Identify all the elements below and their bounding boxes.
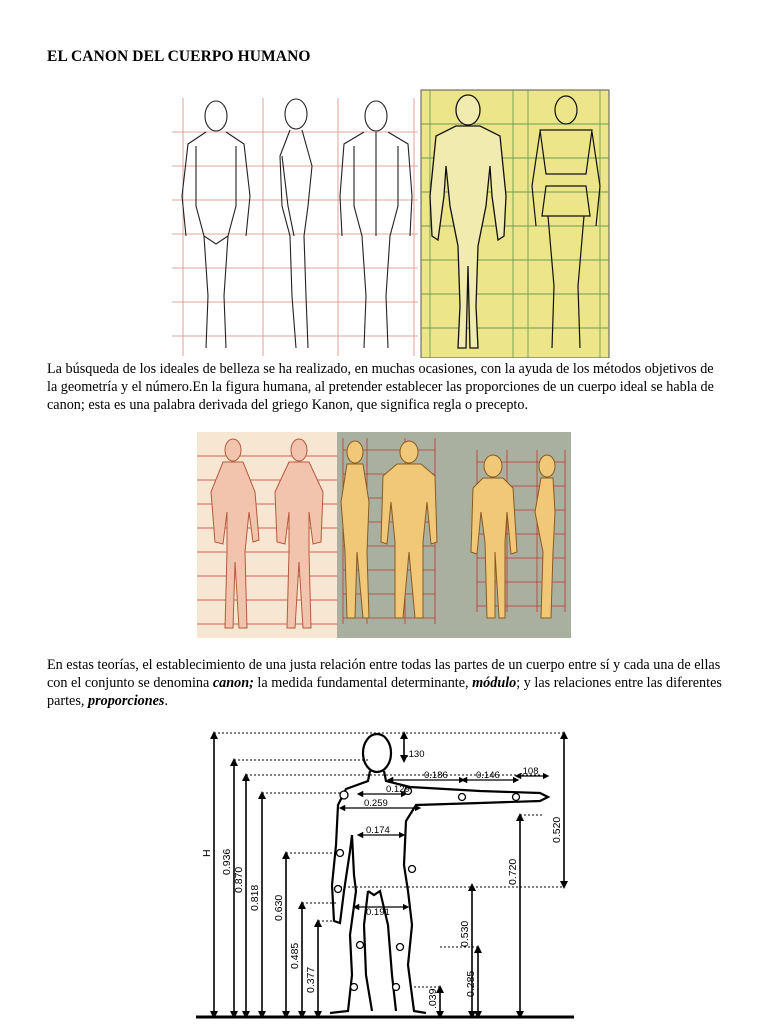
label-0520: 0.520: [551, 816, 563, 843]
term-canon: canon;: [212, 675, 254, 691]
label-h: H: [201, 849, 213, 857]
label-0174: 0.174: [366, 825, 390, 836]
label-0191: 0.191: [366, 907, 390, 918]
label-0259: 0.259: [364, 798, 388, 809]
label-0285: 0.285: [465, 970, 477, 997]
label-0530: 0.530: [459, 920, 471, 947]
figure-proportion-diagram: [190, 725, 580, 1024]
label-0377: 0.377: [305, 966, 317, 993]
label-108: .108: [520, 766, 539, 777]
label-0630: 0.630: [273, 894, 285, 921]
label-039: .039: [427, 988, 439, 1009]
theory-paragraph: En estas teorías, el establecimiento de una justa relación entre todas las partes de un cuerpo entre sí y cada una de ellas con el conjunto se denomina canon; la medida fundamental determinante, módulo; y las relaciones entre las diferentes partes, proporciones.: [47, 657, 722, 709]
page-title: EL CANON DEL CUERPO HUMANO: [47, 48, 311, 65]
figure-color-canons: [197, 432, 571, 638]
label-0936: 0.936: [221, 848, 233, 875]
label-0818: 0.818: [249, 884, 261, 911]
label-130: .130: [406, 749, 425, 760]
label-0186: 0.186: [424, 770, 448, 781]
figure-proportion-studies: [168, 86, 612, 358]
term-proporciones: proporciones: [87, 693, 165, 709]
label-0129: 0.129: [386, 784, 410, 795]
label-0485: 0.485: [289, 942, 301, 969]
label-0720: 0.720: [507, 858, 519, 885]
label-0146: 0.146: [476, 770, 500, 781]
label-0870: 0.870: [233, 866, 245, 893]
intro-paragraph: La búsqueda de los ideales de belleza se ha realizado, en muchas ocasiones, con la ayuda de los métodos objetivos de la geometría y el número.En la figura humana, al pretender establecer las proporciones de un cuerpo ideal se habla de canon; esta es una palabra derivada del griego Kanon, que significa regla o precepto.: [47, 361, 714, 413]
term-modulo: módulo: [472, 675, 517, 691]
